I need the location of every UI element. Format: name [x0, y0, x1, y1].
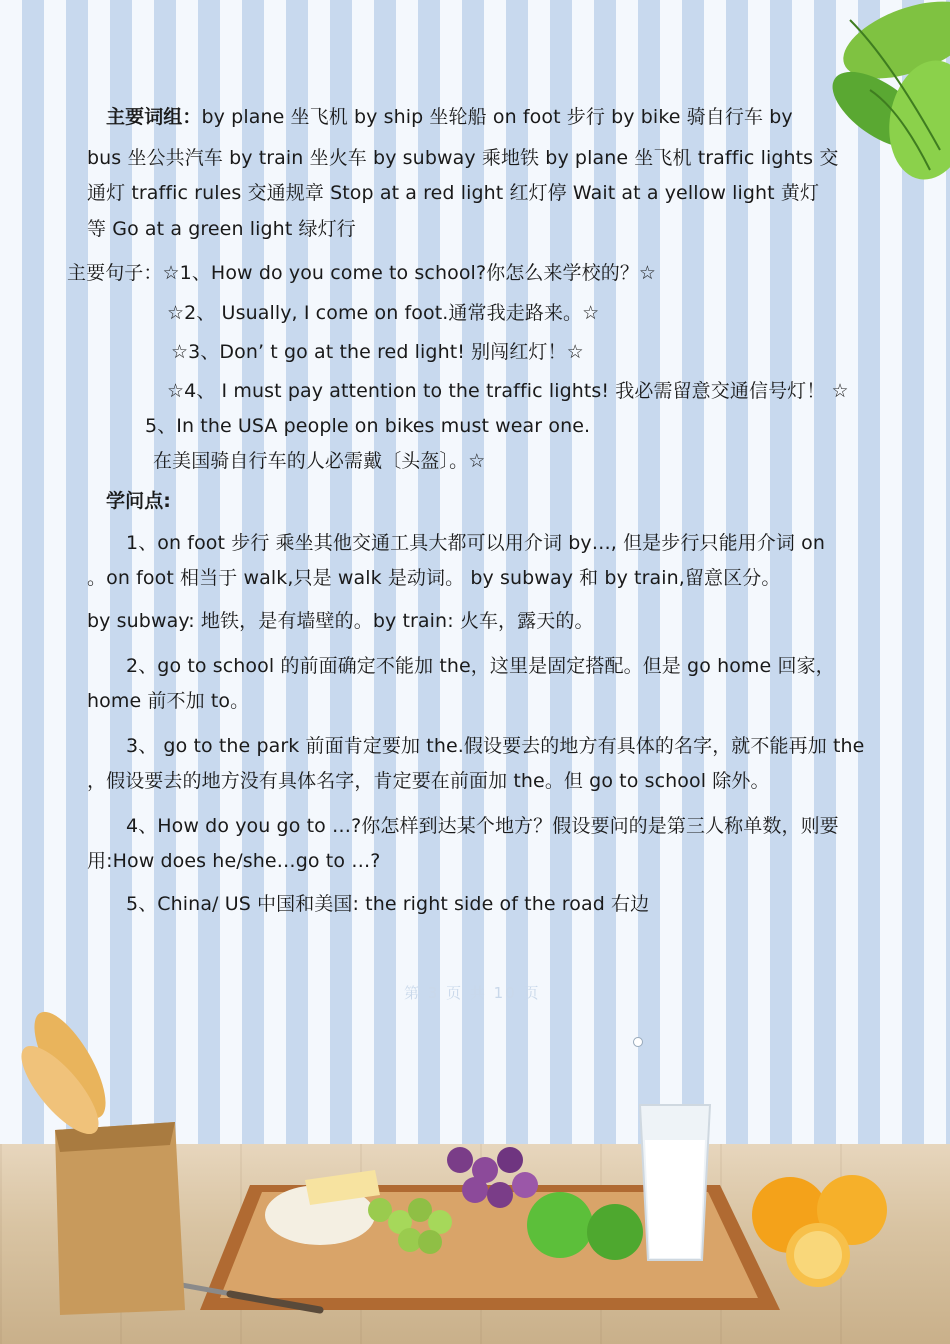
phrases-line-3: 通灯 traffic rules 交通规章 Stop at a red light 红灯停 Wait at a yellow light 黄灯	[87, 182, 820, 204]
sentences-heading: 主要句子：	[67, 262, 163, 284]
point-1-line-c: by subway: 地铁，是有墙壁的。by train: 火车，露天的。	[87, 610, 594, 632]
phrases-line-4: 等 Go at a green light 绿灯行	[87, 218, 356, 240]
phrases-line-2: bus 坐公共汽车 by train 坐火车 by subway 乘地铁 by plane 坐飞机 traffic lights 交	[87, 147, 839, 169]
point-2-line-a: 2、go to school 的前面确定不能加 the，这里是固定搭配。但是 go home 回家，	[126, 655, 835, 677]
sentence-1: ☆1、How do you come to school?你怎么来学校的？☆	[162, 262, 657, 284]
phrases-line-1-text: by plane 坐飞机 by ship 坐轮船 on foot 步行 by bike 骑自行车 by	[201, 106, 793, 128]
sentence-2: ☆2、 Usually, I come on foot.通常我走路来。☆	[167, 302, 600, 324]
point-4-line-a: 4、How do you go to …?你怎样到达某个地方？假设要问的是第三人称单数，则要	[126, 815, 839, 837]
phrases-heading: 主要词组：	[106, 106, 202, 128]
leaves-decoration-icon	[730, 0, 950, 200]
point-3-line-b: ，假设要去的地方没有具体名字，肯定要在前面加 the。但 go to school 除外。	[87, 770, 770, 792]
sentence-5-english: 5、In the USA people on bikes must wear one.	[145, 415, 591, 437]
point-4-line-b: 用:How does he/she…go to …?	[87, 850, 381, 872]
food-scene-illustration	[0, 1010, 950, 1344]
point-5: 5、China/ US 中国和美国: the right side of the road 右边	[126, 893, 650, 915]
bread-bag-icon	[9, 1010, 185, 1315]
points-heading: 学问点:	[106, 490, 171, 512]
point-3-line-a: 3、 go to the park 前面肯定要加 the.假设要去的地方有具体的名字，就不能再加 the	[126, 735, 865, 757]
point-1-line-b: 。on foot 相当于 walk,只是 walk 是动词。 by subway 和 by train,留意区分。	[87, 567, 781, 589]
sentence-3: ☆3、Don’ t go at the red light! 别闯红灯！☆	[171, 341, 584, 363]
page-footer: 第 3 页 共 10 页	[404, 984, 541, 1002]
sentence-5-chinese: 在美国骑自行车的人必需戴〔头盔〕。☆	[153, 450, 486, 472]
cheese-icon	[265, 1170, 380, 1245]
phrases-line-1	[106, 102, 793, 129]
milk-glass-icon	[640, 1105, 710, 1260]
orange-icon	[752, 1175, 887, 1287]
point-2-line-b: home 前不加 to。	[87, 690, 250, 712]
sentence-4: ☆4、 I must pay attention to the traffic lights! 我必需留意交通信号灯！ ☆	[167, 380, 849, 402]
sentence-line-1	[67, 258, 656, 285]
point-1-line-a: 1、on foot 步行 乘坐其他交通工具大都可以用介词 by…, 但是步行只能用介词 on	[126, 532, 825, 554]
